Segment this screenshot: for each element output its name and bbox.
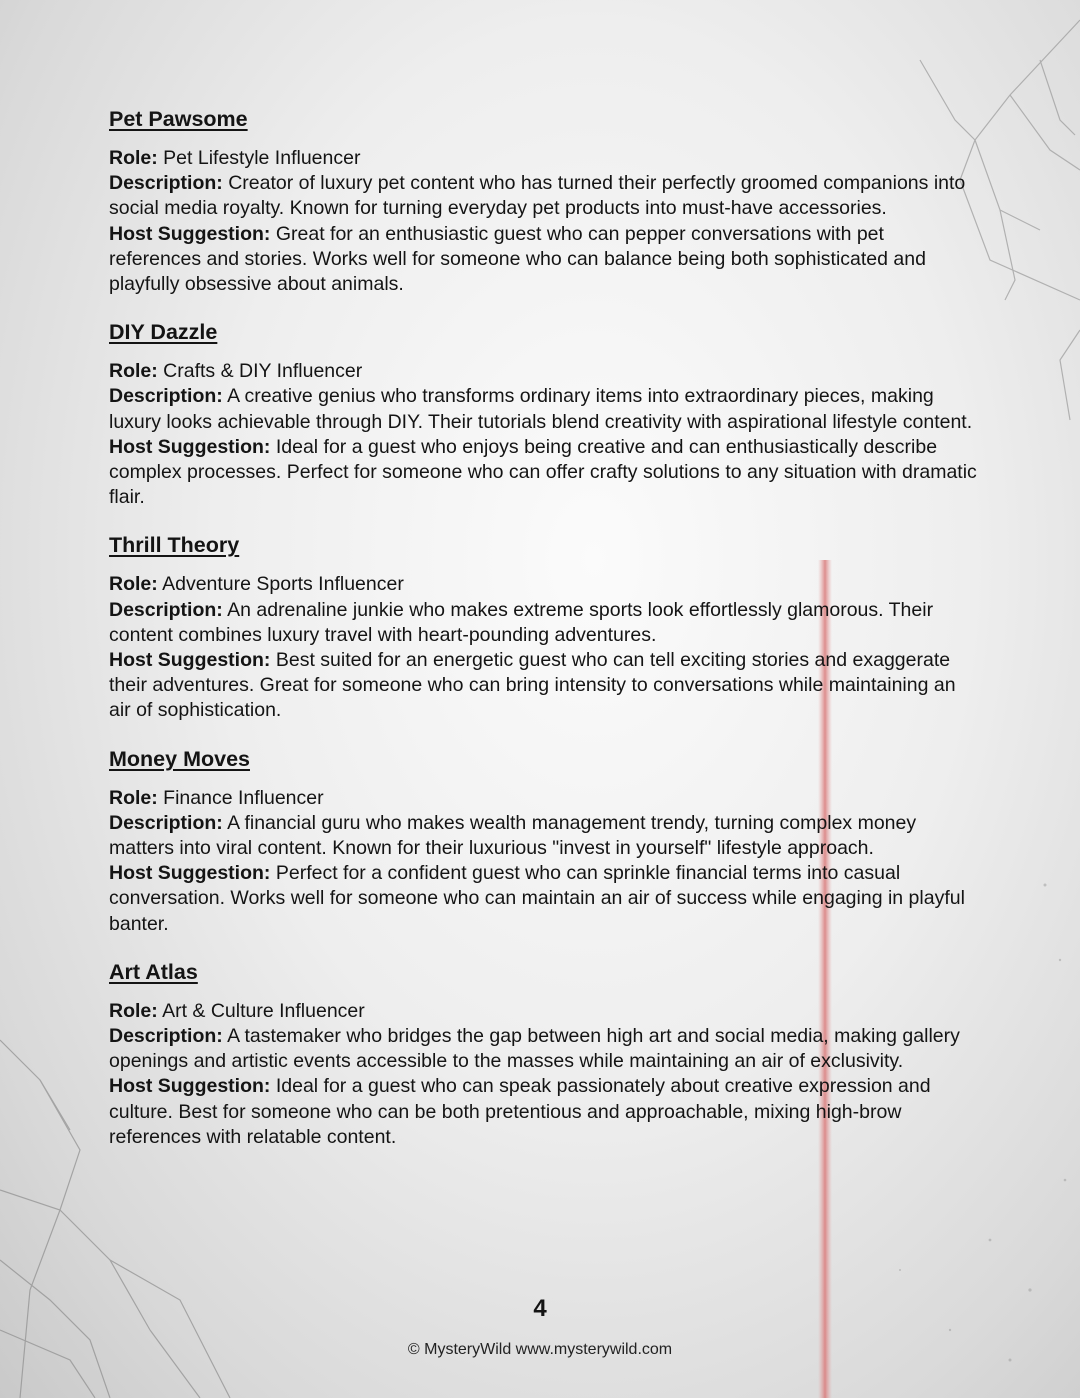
section-title: Thrill Theory <box>109 533 240 558</box>
role-line <box>109 146 979 171</box>
section-title: DIY Dazzle <box>109 320 218 345</box>
host-line <box>109 1074 979 1150</box>
host-label: Host Suggestion: <box>109 862 271 885</box>
description-line <box>109 384 979 434</box>
host-text: Perfect for a confident guest who can sprinkle financial terms into casual conversation. Works well for someone who can maintain an air of success while engaging in playful banter. <box>109 862 965 935</box>
host-label: Host Suggestion: <box>109 222 271 245</box>
host-line <box>109 648 979 724</box>
description-label: Description: <box>109 1025 223 1048</box>
description-text: An adrenaline junkie who makes extreme sports look effortlessly glamorous. Their content combines luxury travel with heart-pounding adventures. <box>109 598 934 646</box>
profile-thrill-theory <box>109 531 979 723</box>
description-text: A tastemaker who bridges the gap between high art and social media, making gallery openings and artistic events accessible to the masses while maintaining an air of exclusivity. <box>109 1025 960 1073</box>
role-text: Adventure Sports Influencer <box>162 573 404 596</box>
role-text: Art & Culture Influencer <box>162 999 365 1022</box>
role-line <box>109 359 979 384</box>
section-title: Money Moves <box>109 746 250 771</box>
host-text: Ideal for a guest who enjoys being creative and can enthusiastically describe complex processes. Perfect for someone who can offer crafty solutions to any situation with dramatic flair. <box>109 435 977 509</box>
host-text: Best suited for an energetic guest who can tell exciting stories and exaggerate their adventures. Great for someone who can bring intensity to conversations while maintaining an air of sophistication. <box>109 649 956 722</box>
description-text: A financial guru who makes wealth management trendy, turning complex money matters into viral content. Known for their luxurious "invest in yourself" lifestyle approach. <box>109 811 917 860</box>
description-line <box>109 171 979 221</box>
role-label: Role: <box>109 999 158 1022</box>
host-label: Host Suggestion: <box>109 1075 271 1098</box>
description-label: Description: <box>109 172 223 195</box>
role-text: Pet Lifestyle Influencer <box>163 147 361 169</box>
role-label: Role: <box>109 147 158 169</box>
profile-diy-dazzle <box>109 318 979 510</box>
role-label: Role: <box>109 360 158 383</box>
host-text: Great for an enthusiastic guest who can pepper conversations with pet references and stories. Works well for someone who can balance being both sophisticated and playfully obsessive about animals. <box>109 222 926 296</box>
description-text: Creator of luxury pet content who has turned their perfectly groomed companions into social media royalty. Known for turning everyday pet products into must-have accessories. <box>109 172 966 220</box>
host-line <box>109 861 979 937</box>
profile-art-atlas <box>109 958 979 1150</box>
role-line <box>109 572 979 597</box>
host-line <box>109 435 979 511</box>
description-text: A creative genius who transforms ordinary items into extraordinary pieces, making luxury looks achievable through DIY. Their tutorials blend creativity with aspirational lifestyle content. <box>109 385 973 433</box>
host-text: Ideal for a guest who can speak passionately about creative expression and culture. Best for someone who can be both pretentious and approachable, mixing high-brow references with relatable content. <box>109 1075 931 1148</box>
role-text: Crafts & DIY Influencer <box>163 360 363 383</box>
content <box>109 105 979 1171</box>
description-line <box>109 811 979 861</box>
profile-pet-pawsome <box>109 105 979 297</box>
role-label: Role: <box>109 786 158 809</box>
role-text: Finance Influencer <box>163 786 324 809</box>
host-line <box>109 222 979 298</box>
section-title: Pet Pawsome <box>109 107 248 131</box>
description-line <box>109 1024 979 1074</box>
role-line <box>109 999 979 1024</box>
description-label: Description: <box>109 598 223 621</box>
page-number: 4 <box>533 1295 547 1322</box>
section-title: Art Atlas <box>109 959 198 984</box>
role-label: Role: <box>109 573 158 596</box>
host-label: Host Suggestion: <box>109 435 271 458</box>
footer-copyright: © MysteryWild www.mysterywild.com <box>407 1341 673 1358</box>
host-label: Host Suggestion: <box>109 649 271 672</box>
profile-money-moves <box>109 745 979 937</box>
role-line <box>109 786 979 811</box>
description-label: Description: <box>109 811 223 834</box>
description-label: Description: <box>109 385 223 408</box>
description-line <box>109 598 979 648</box>
